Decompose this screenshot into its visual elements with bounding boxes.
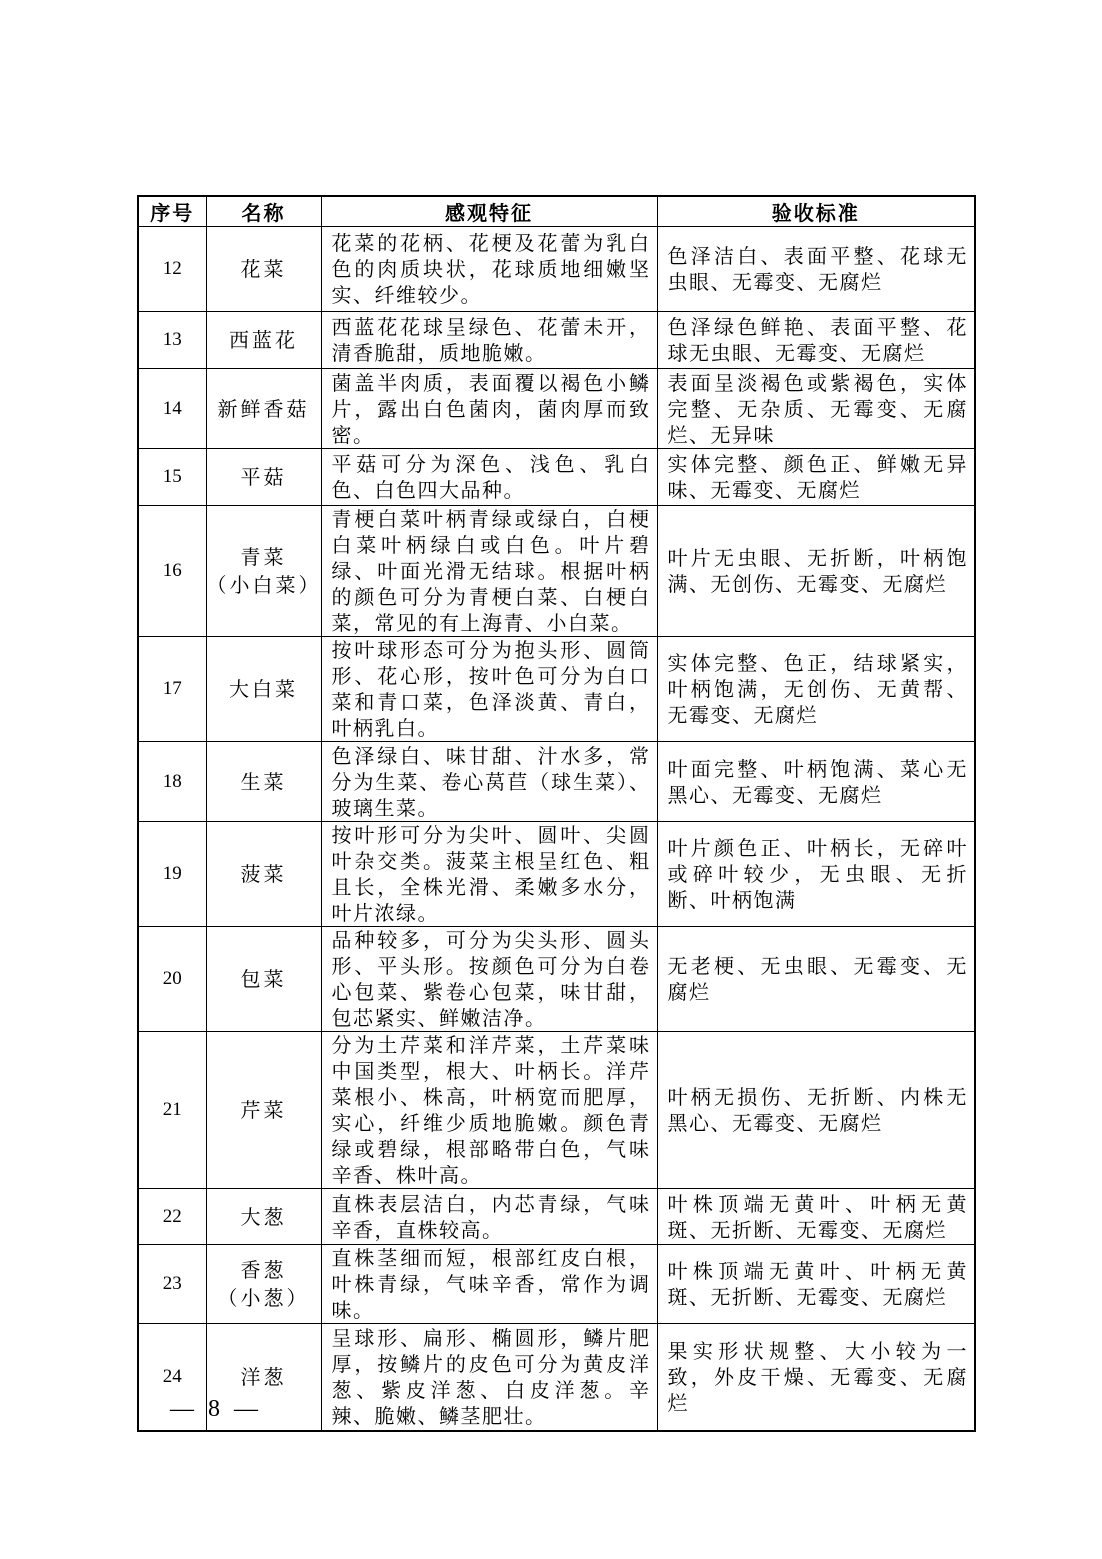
- table-row: [138, 822, 975, 927]
- row-name: 洋葱: [206, 1324, 321, 1431]
- row-standard: 叶面完整、叶柄饱满、菜心无黑心、无霉变、无腐烂: [657, 742, 975, 822]
- row-number: 15: [138, 449, 206, 506]
- row-name: 包菜: [206, 927, 321, 1032]
- row-features: 按叶形可分为尖叶、圆叶、尖圆叶杂交类。菠菜主根呈红色、粗且长，全株光滑、柔嫩多水分，叶片浓绿。: [321, 822, 657, 927]
- table-header-row: [138, 196, 975, 227]
- header-standard: 验收标准: [657, 196, 975, 227]
- row-standard: 叶株顶端无黄叶、叶柄无黄斑、无折断、无霉变、无腐烂: [657, 1189, 975, 1245]
- table-row: [138, 1032, 975, 1189]
- row-features: 青梗白菜叶柄青绿或绿白，白梗白菜叶柄绿白或白色。叶片碧绿、叶面光滑无结球。根据叶柄的颜色可分为青梗白菜、白梗白菜，常见的有上海青、小白菜。: [321, 506, 657, 637]
- row-name: 生菜: [206, 742, 321, 822]
- row-features: 西蓝花花球呈绿色、花蕾未开，清香脆甜，质地脆嫩。: [321, 312, 657, 369]
- table-row: [138, 742, 975, 822]
- row-name: 芹菜: [206, 1032, 321, 1189]
- vegetable-standards-table: [137, 195, 976, 1432]
- row-number: 20: [138, 927, 206, 1032]
- table-row: [138, 449, 975, 506]
- row-features: 花菜的花柄、花梗及花蕾为乳白色的肉质块状，花球质地细嫩坚实、纤维较少。: [321, 227, 657, 312]
- row-name: 新鲜香菇: [206, 369, 321, 449]
- row-standard: 实体完整、颜色正、鲜嫩无异味、无霉变、无腐烂: [657, 449, 975, 506]
- row-number: 14: [138, 369, 206, 449]
- table-row: [138, 369, 975, 449]
- row-name: 平菇: [206, 449, 321, 506]
- row-standard: 叶片无虫眼、无折断，叶柄饱满、无创伤、无霉变、无腐烂: [657, 506, 975, 637]
- row-number: 18: [138, 742, 206, 822]
- row-name: 香葱 （小葱）: [206, 1245, 321, 1324]
- row-number: 19: [138, 822, 206, 927]
- page-number: — 8 —: [170, 1396, 262, 1422]
- table-row: [138, 506, 975, 637]
- row-standard: 色泽绿色鲜艳、表面平整、花球无虫眼、无霉变、无腐烂: [657, 312, 975, 369]
- row-number: 22: [138, 1189, 206, 1245]
- row-number: 23: [138, 1245, 206, 1324]
- row-standard: 叶柄无损伤、无折断、内株无黑心、无霉变、无腐烂: [657, 1032, 975, 1189]
- row-features: 直株茎细而短，根部红皮白根，叶株青绿，气味辛香，常作为调味。: [321, 1245, 657, 1324]
- row-number: 21: [138, 1032, 206, 1189]
- table-row: [138, 637, 975, 742]
- table-body: [138, 227, 975, 1431]
- row-standard: 叶片颜色正、叶柄长，无碎叶或碎叶较少，无虫眼、无折断、叶柄饱满: [657, 822, 975, 927]
- row-standard: 色泽洁白、表面平整、花球无虫眼、无霉变、无腐烂: [657, 227, 975, 312]
- row-standard: 实体完整、色正，结球紧实，叶柄饱满，无创伤、无黄帮、无霉变、无腐烂: [657, 637, 975, 742]
- row-standard: 表面呈淡褐色或紫褐色，实体完整、无杂质、无霉变、无腐烂、无异味: [657, 369, 975, 449]
- row-name: 花菜: [206, 227, 321, 312]
- row-name: 菠菜: [206, 822, 321, 927]
- header-features: 感观特征: [321, 196, 657, 227]
- row-features: 直株表层洁白，内芯青绿，气味辛香，直株较高。: [321, 1189, 657, 1245]
- row-features: 平菇可分为深色、浅色、乳白色、白色四大品种。: [321, 449, 657, 506]
- row-features: 菌盖半肉质，表面覆以褐色小鳞片，露出白色菌肉，菌肉厚而致密。: [321, 369, 657, 449]
- table-row: [138, 927, 975, 1032]
- row-standard: 无老梗、无虫眼、无霉变、无腐烂: [657, 927, 975, 1032]
- row-number: 24: [138, 1324, 206, 1431]
- row-number: 13: [138, 312, 206, 369]
- table-row: [138, 1324, 975, 1431]
- row-features: 按叶球形态可分为抱头形、圆筒形、花心形，按叶色可分为白口菜和青口菜，色泽淡黄、青白，叶柄乳白。: [321, 637, 657, 742]
- table-row: [138, 1189, 975, 1245]
- row-features: 色泽绿白、味甘甜、汁水多，常分为生菜、卷心莴苣（球生菜）、玻璃生菜。: [321, 742, 657, 822]
- row-standard: 果实形状规整、大小较为一致，外皮干燥、无霉变、无腐烂: [657, 1324, 975, 1431]
- header-name: 名称: [206, 196, 321, 227]
- row-name: 青菜 （小白菜）: [206, 506, 321, 637]
- row-name: 西蓝花: [206, 312, 321, 369]
- header-no: 序号: [138, 196, 206, 227]
- row-features: 呈球形、扁形、椭圆形，鳞片肥厚，按鳞片的皮色可分为黄皮洋葱、紫皮洋葱、白皮洋葱。辛辣、脆嫩、鳞茎肥壮。: [321, 1324, 657, 1431]
- row-number: 16: [138, 506, 206, 637]
- row-name: 大白菜: [206, 637, 321, 742]
- row-features: 品种较多，可分为尖头形、圆头形、平头形。按颜色可分为白卷心包菜、紫卷心包菜，味甘甜，包芯紧实、鲜嫩洁净。: [321, 927, 657, 1032]
- row-number: 12: [138, 227, 206, 312]
- row-number: 17: [138, 637, 206, 742]
- table-row: [138, 312, 975, 369]
- table-row: [138, 1245, 975, 1324]
- row-standard: 叶株顶端无黄叶、叶柄无黄斑、无折断、无霉变、无腐烂: [657, 1245, 975, 1324]
- table-row: [138, 227, 975, 312]
- row-features: 分为土芹菜和洋芹菜，土芹菜味中国类型，根大、叶柄长。洋芹菜根小、株高，叶柄宽而肥厚，实心，纤维少质地脆嫩。颜色青绿或碧绿，根部略带白色，气味辛香、株叶高。: [321, 1032, 657, 1189]
- row-name: 大葱: [206, 1189, 321, 1245]
